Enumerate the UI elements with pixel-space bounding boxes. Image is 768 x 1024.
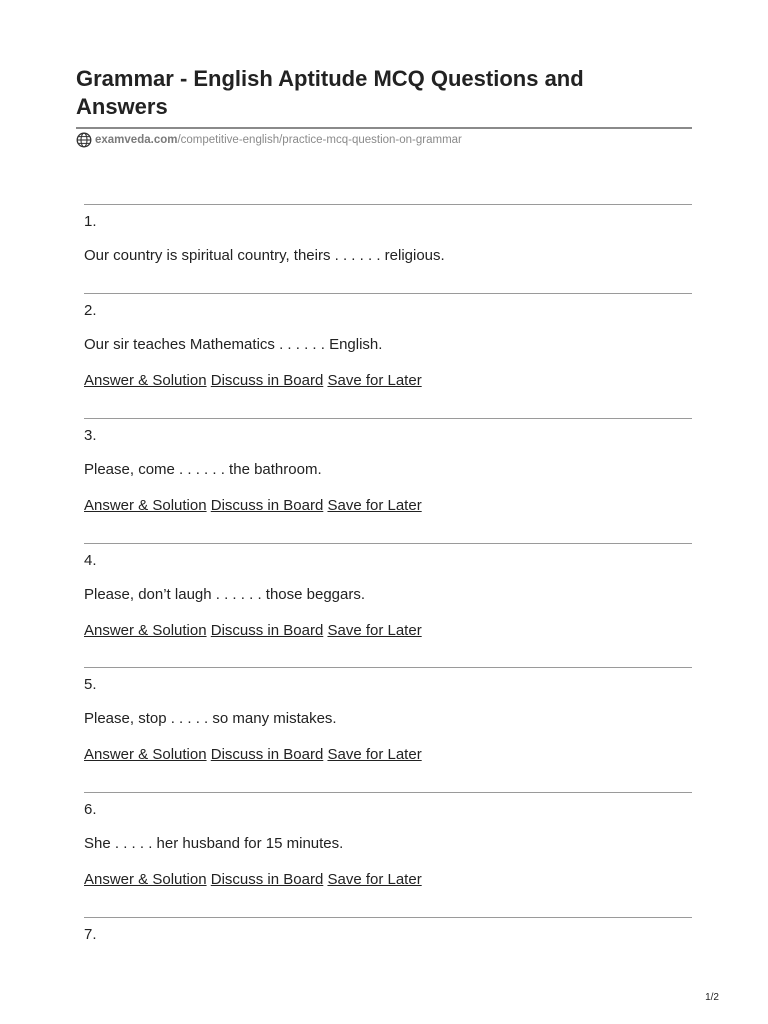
question-item [84,792,692,888]
question-number: 7. [84,926,97,943]
question-number: 3. [84,427,97,444]
question-item [84,917,692,943]
answer-solution-link[interactable]: Answer & Solution [84,622,207,639]
discuss-board-link[interactable]: Discuss in Board [210,372,324,389]
save-later-link[interactable]: Save for Later [327,871,422,888]
save-later-link[interactable]: Save for Later [327,372,422,389]
page-number: 1/2 [705,992,719,1003]
answer-solution-link[interactable]: Answer & Solution [84,372,207,389]
question-item [84,204,692,264]
question-text: She . . . . . her husband for 15 minutes. [84,835,344,852]
discuss-board-link[interactable]: Discuss in Board [210,497,324,514]
page-title: Grammar - English Aptitude MCQ Questions and Answers [76,66,584,119]
discuss-board-link[interactable]: Discuss in Board [210,622,324,639]
answer-solution-link[interactable]: Answer & Solution [84,871,207,888]
discuss-board-link[interactable]: Discuss in Board [210,746,324,763]
question-item [84,418,692,514]
question-number: 5. [84,676,97,693]
save-later-link[interactable]: Save for Later [327,497,422,514]
save-later-link[interactable]: Save for Later [327,746,422,763]
globe-icon [76,132,92,148]
question-text: Our country is spiritual country, theirs . . . . . . religious. [84,247,445,264]
source-path: /competitive-english/practice-mcq-question-on-grammar [177,134,462,146]
source-domain: examveda.com [95,134,178,146]
discuss-board-link[interactable]: Discuss in Board [210,871,324,888]
question-number: 4. [84,552,97,569]
question-text: Please, don’t laugh . . . . . . those beggars. [84,586,366,603]
question-links [84,497,422,515]
question-text: Our sir teaches Mathematics . . . . . . English. [84,336,383,353]
save-later-link[interactable]: Save for Later [327,622,422,639]
question-number: 6. [84,801,97,818]
question-number: 1. [84,213,97,230]
answer-solution-link[interactable]: Answer & Solution [84,497,207,514]
question-item [84,543,692,639]
answer-solution-link[interactable]: Answer & Solution [84,746,207,763]
question-text: Please, stop . . . . . so many mistakes. [84,710,337,727]
question-links [84,871,422,889]
question-links [84,622,422,640]
question-item [84,293,692,389]
title-divider [76,127,692,129]
question-links [84,746,422,764]
question-links [84,372,422,390]
question-item [84,667,692,763]
question-number: 2. [84,302,97,319]
question-text: Please, come . . . . . . the bathroom. [84,461,322,478]
source-url[interactable] [76,132,462,148]
